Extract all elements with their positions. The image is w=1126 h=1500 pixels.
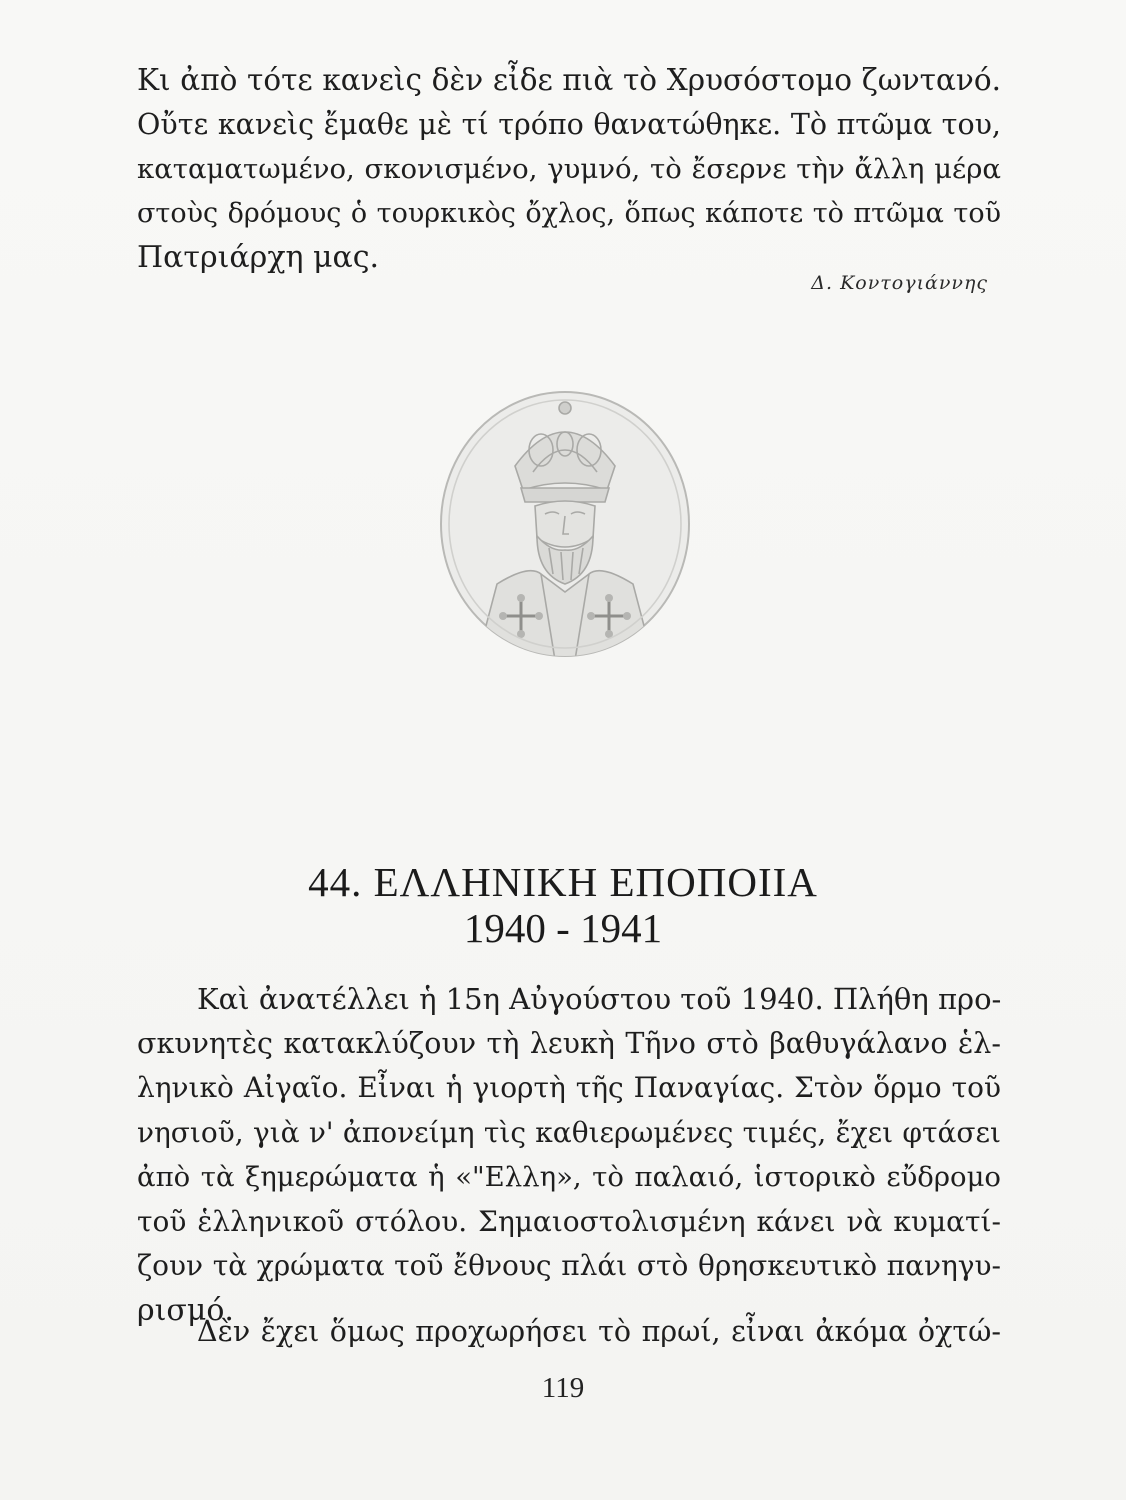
text-line: ληνικὸ Αἰγαῖο. Εἶναι ἡ γιορτὴ τῆς Παναγίας. Στὸν ὅρμο τοῦ — [137, 1071, 1001, 1104]
text-line: ρισμό. — [137, 1292, 234, 1328]
body-paragraph-1 — [137, 977, 1001, 1333]
body-paragraph-2 — [137, 1310, 1001, 1355]
text-line: Πατριάρχη μας. — [137, 240, 380, 275]
text-line: στοὺς δρόμους ὁ τουρκικὸς ὄχλος, ὅπως κάποτε τὸ πτῶμα τοῦ — [137, 197, 1001, 229]
text-line: Καὶ ἀνατέλλει ἡ 15η Αὐγούστου τοῦ 1940. Πλήθη προ- — [197, 982, 1002, 1016]
text-line: σκυνητὲς κατακλύζουν τὴ λευκὴ Τῆνο στὸ βαθυγάλανο ἑλ- — [137, 1026, 1001, 1060]
text-line: Δὲν ἔχει ὅμως προχωρήσει τὸ πρωί, εἶναι ἀκόμα ὀχτώ- — [197, 1315, 1001, 1348]
text-line: ζουν τὰ χρώματα τοῦ ἔθνους πλάι στὸ θρησκευτικὸ πανηγυ- — [137, 1249, 1001, 1282]
top-paragraph — [137, 58, 1001, 281]
text-line: Οὔτε κανεὶς ἔμαθε μὲ τί τρόπο θανατώθηκε. Τὸ πτῶμα του, — [137, 107, 1001, 141]
text-line: καταματωμένο, σκονισμένο, γυμνό, τὸ ἔσερνε τὴν ἄλλη μέρα — [137, 153, 1001, 185]
chapter-years: 1940 - 1941 — [463, 905, 663, 951]
text-line: Κι ἀπὸ τότε κανεὶς δὲν εἶδε πιὰ τὸ Χρυσόστομο ζωντανό. — [137, 63, 1001, 97]
text-line: ἀπὸ τὰ ξημερώματα ἡ «"Ελλη», τὸ παλαιό, ἱστορικὸ εὔδρομο — [137, 1161, 1001, 1193]
text-line: νησιοῦ, γιὰ ν' ἀπονείμη τὶς καθιερωμένες τιμές, ἔχει φτάσει — [137, 1115, 1001, 1149]
text-line: τοῦ ἑλληνικοῦ στόλου. Σημαιοστολισμένη κάνει νὰ κυματί- — [137, 1204, 1001, 1238]
page-number: 119 — [541, 1372, 585, 1404]
saint-portrait-medallion — [437, 388, 693, 660]
author-signature: Δ. Κοντογιάννης — [811, 272, 988, 294]
chapter-title: 44. ΕΛΛΗΝΙΚΗ ΕΠΟΠΟΙΙΑ — [308, 859, 818, 905]
